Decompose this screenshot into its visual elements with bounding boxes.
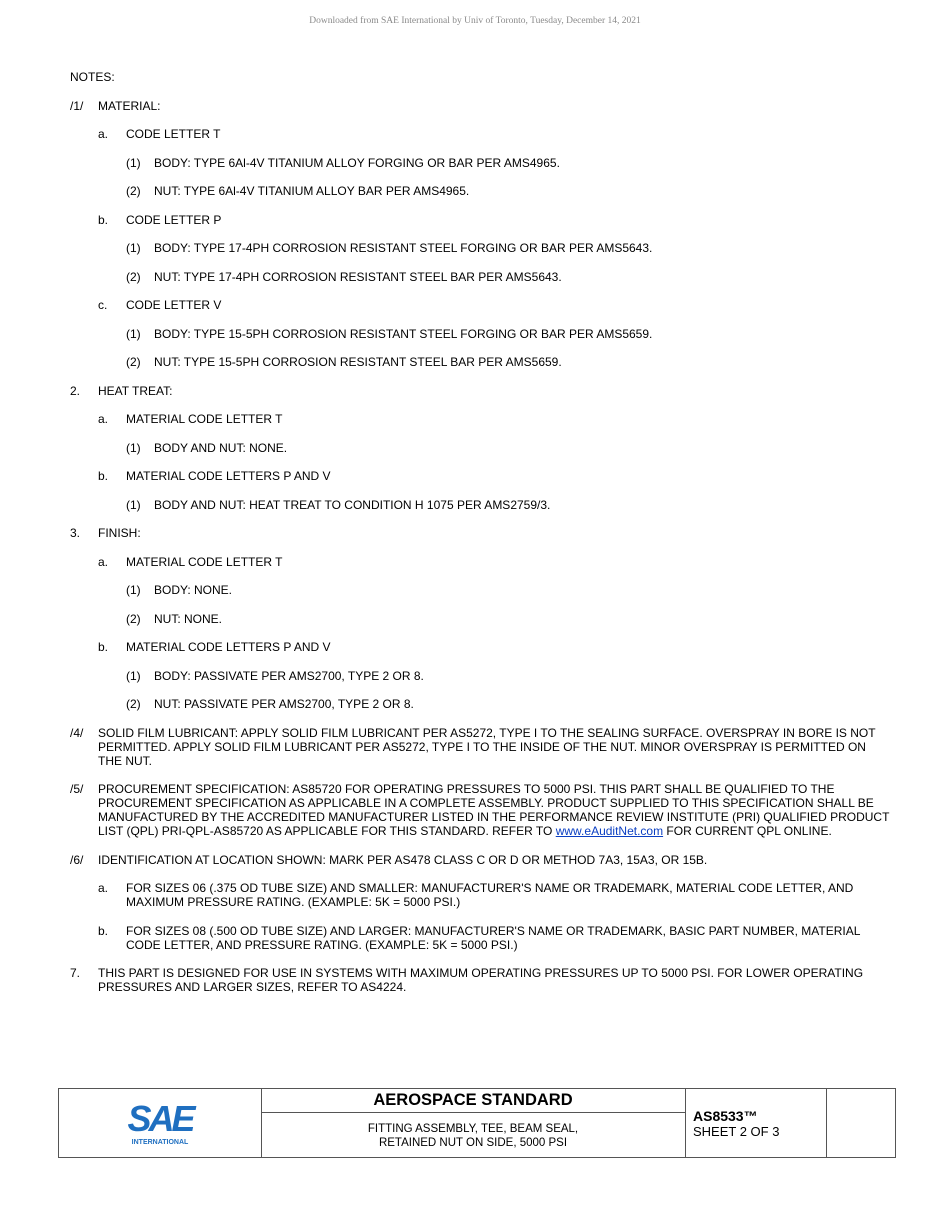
subitem-text: NUT: TYPE 17-4PH CORROSION RESISTANT STEEL BAR PER AMS5643.: [154, 269, 562, 284]
note-3b-2: [70, 697, 890, 711]
subitem-label: (1): [126, 440, 141, 455]
note-3a: [70, 555, 890, 569]
note-6: [70, 853, 890, 867]
sheet-number: SHEET 2 OF 3: [693, 1124, 780, 1139]
note-label: /6/: [70, 852, 84, 867]
subitem-label: (1): [126, 326, 141, 341]
note-label: /1/: [70, 98, 84, 113]
subitem-label: (2): [126, 184, 141, 198]
note-4: [70, 726, 890, 768]
note-2: [70, 384, 890, 398]
note-1a-1: [70, 156, 890, 170]
subitem-text: NUT: PASSIVATE PER AMS2700, TYPE 2 OR 8.: [154, 697, 414, 711]
item-label: b.: [98, 469, 109, 483]
note-text-part: PROCUREMENT SPECIFICATION: AS85720 FOR OPERATING PRESSURES TO 5000 PSI. THIS PART SHALL BE QUALIFIED TO THE PROCUREMENT SPECIFICATION AS APPLICABLE IN A COMPLETE ASSEMBLY. PRODUCT SUPPLIED TO THIS SPECIFICATION SHALL BE MANUFACTURED BY THE ACCREDITED MANUFACTURER LISTED IN THE PERFORMANCE REVIEW INSTITUTE (PRI) QUALIFIED PRODUCT LIST (QPL) PRI-QPL-AS85720 AS APPLICABLE FOR THIS STANDARD. REFER TO: [98, 782, 890, 838]
part-description: [261, 1113, 685, 1150]
note-1b-1: [70, 241, 890, 255]
subitem-text: BODY: NONE.: [154, 583, 233, 597]
note-text: [98, 782, 889, 838]
revision-cell: [827, 1089, 895, 1157]
note-3a-2: [70, 612, 890, 626]
note-3b: [70, 640, 890, 654]
subitem-label: (1): [126, 241, 141, 255]
notes-section: [70, 70, 890, 994]
subitem-label: (2): [126, 355, 141, 369]
subitem-text: BODY: TYPE 15-5PH CORROSION RESISTANT STEEL FORGING OR BAR PER AMS5659.: [154, 326, 653, 341]
item-label: b.: [98, 923, 109, 938]
note-text: FINISH:: [98, 526, 141, 540]
item-text: MATERIAL CODE LETTERS P AND V: [126, 640, 331, 654]
item-label: a.: [98, 127, 109, 141]
note-1b-2: [70, 270, 890, 284]
note-2b: [70, 469, 890, 483]
title-block: [58, 1088, 896, 1158]
item-text: MATERIAL CODE LETTERS P AND V: [126, 469, 331, 483]
item-text: CODE LETTER V: [126, 298, 222, 312]
sae-logo: [59, 1089, 261, 1157]
note-1c-1: [70, 327, 890, 341]
subitem-text: NUT: TYPE 6Al-4V TITANIUM ALLOY BAR PER AMS4965.: [154, 184, 470, 198]
subitem-label: (2): [126, 697, 141, 711]
subitem-text: NUT: TYPE 15-5PH CORROSION RESISTANT STEEL BAR PER AMS5659.: [154, 355, 562, 369]
subitem-label: (2): [126, 611, 141, 626]
note-text: SOLID FILM LUBRICANT: APPLY SOLID FILM LUBRICANT PER AS5272, TYPE I TO THE SEALING SURFACE. OVERSPRAY IN BORE IS NOT PERMITTED. APPLY SOLID FILM LUBRICANT PER AS5272, TYPE I TO THE INSIDE OF THE NUT. MINOR OVERSPRAY IS PERMITTED ON THE NUT.: [98, 725, 876, 768]
item-text: CODE LETTER T: [126, 127, 221, 141]
item-text: MATERIAL CODE LETTER T: [126, 554, 283, 569]
note-3a-1: [70, 583, 890, 597]
subitem-text: BODY AND NUT: HEAT TREAT TO CONDITION H 1075 PER AMS2759/3.: [154, 497, 551, 512]
subitem-label: (1): [126, 668, 141, 683]
item-label: a.: [98, 412, 109, 426]
note-6b: [70, 924, 890, 952]
note-2a-1: [70, 441, 890, 455]
item-label: a.: [98, 881, 109, 895]
note-label: 3.: [70, 526, 81, 540]
standard-type-title: AEROSPACE STANDARD: [261, 1089, 685, 1113]
number-cell: [685, 1089, 827, 1157]
item-label: b.: [98, 212, 109, 227]
standard-number: AS8533™: [693, 1108, 758, 1124]
item-text: MATERIAL CODE LETTER T: [126, 412, 283, 426]
note-label: /5/: [70, 782, 84, 796]
note-1c-2: [70, 355, 890, 369]
subitem-label: (1): [126, 583, 141, 597]
note-2b-1: [70, 498, 890, 512]
note-label: /4/: [70, 725, 84, 740]
note-1a-2: [70, 184, 890, 198]
subitem-text: BODY: TYPE 17-4PH CORROSION RESISTANT STEEL FORGING OR BAR PER AMS5643.: [154, 241, 653, 255]
part-description-line-2: RETAINED NUT ON SIDE, 5000 PSI: [378, 1137, 568, 1149]
note-text: HEAT TREAT:: [98, 383, 173, 398]
subitem-label: (1): [126, 497, 141, 512]
item-text: FOR SIZES 08 (.500 OD TUBE SIZE) AND LARGER: MANUFACTURER'S NAME OR TRADEMARK, BASIC PART NUMBER, MATERIAL CODE LETTER, AND PRESSURE RATING. (EXAMPLE: 5K = 5000 PSI.): [126, 923, 860, 952]
note-3b-1: [70, 669, 890, 683]
note-1b: [70, 213, 890, 227]
part-description-line-1: FITTING ASSEMBLY, TEE, BEAM SEAL,: [367, 1123, 579, 1135]
subitem-text: NUT: NONE.: [154, 611, 223, 626]
item-text: CODE LETTER P: [126, 212, 222, 227]
item-label: b.: [98, 640, 109, 654]
notes-heading: NOTES:: [70, 70, 115, 84]
subitem-label: (2): [126, 269, 141, 284]
subitem-text: BODY AND NUT: NONE.: [154, 440, 288, 455]
logo-cell: [59, 1089, 262, 1157]
sae-logo-letters: SAE: [127, 1098, 193, 1139]
note-6a: [70, 881, 890, 909]
item-label: c.: [98, 298, 108, 312]
note-5: [70, 782, 890, 838]
download-notice: Downloaded from SAE International by Univ of Toronto, Tuesday, December 14, 2021: [309, 16, 641, 26]
note-1a: [70, 127, 890, 141]
eauditnet-link[interactable]: www.eAuditNet.com: [555, 824, 664, 838]
note-text: THIS PART IS DESIGNED FOR USE IN SYSTEMS WITH MAXIMUM OPERATING PRESSURES UP TO 5000 PSI. FOR LOWER OPERATING PRESSURES AND LARGER SIZES, REFER TO AS4224.: [98, 966, 864, 994]
title-cell: [261, 1089, 686, 1157]
note-text-part: FOR CURRENT QPL ONLINE.: [663, 824, 832, 838]
subitem-label: (1): [126, 155, 141, 170]
note-text: MATERIAL:: [98, 98, 161, 113]
note-label: 2.: [70, 383, 81, 398]
note-1c: [70, 298, 890, 312]
note-text: IDENTIFICATION AT LOCATION SHOWN: MARK PER AS478 CLASS C OR D OR METHOD 7A3, 15A3, OR 15B.: [98, 852, 708, 867]
note-3: [70, 526, 890, 540]
note-7: [70, 966, 890, 994]
item-label: a.: [98, 554, 109, 569]
subitem-text: BODY: TYPE 6Al-4V TITANIUM ALLOY FORGING OR BAR PER AMS4965.: [154, 155, 560, 170]
note-label: 7.: [70, 966, 81, 980]
item-text: FOR SIZES 06 (.375 OD TUBE SIZE) AND SMALLER: MANUFACTURER'S NAME OR TRADEMARK, MATERIAL CODE LETTER, AND MAXIMUM PRESSURE RATING. (EXAMPLE: 5K = 5000 PSI.): [126, 881, 854, 909]
note-1: [70, 99, 890, 113]
subitem-text: BODY: PASSIVATE PER AMS2700, TYPE 2 OR 8.: [154, 668, 424, 683]
sae-logo-subtext: INTERNATIONAL: [131, 1139, 189, 1146]
note-2a: [70, 412, 890, 426]
